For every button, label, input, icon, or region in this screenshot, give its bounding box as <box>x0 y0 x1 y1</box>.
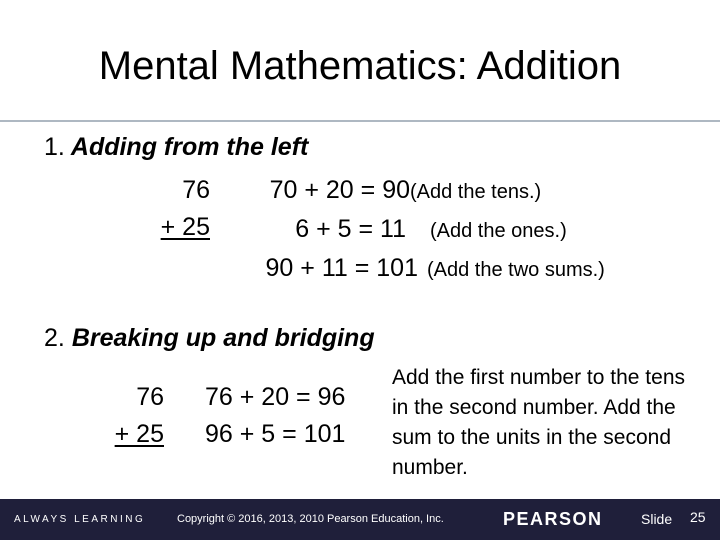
step-3-note: (Add the two sums.) <box>427 259 605 281</box>
section-2-addend-text: + 25 <box>114 420 164 448</box>
footer-bar <box>0 499 720 540</box>
section-1-top-number: 76 <box>182 176 210 204</box>
step-1-note: (Add the tens.) <box>410 181 542 203</box>
section-1-addend <box>130 212 210 242</box>
step-2-note: (Add the ones.) <box>430 220 567 242</box>
section-2-title: Breaking up and bridging <box>71 324 375 352</box>
footer-tagline: ALWAYS LEARNING <box>14 514 146 525</box>
footer-slide-number: 25 <box>690 509 706 525</box>
footer-slide-label: Slide <box>641 511 673 527</box>
section-2-top-number: 76 <box>136 383 164 411</box>
step-2-equation: 6 + 5 = 11 <box>295 215 406 243</box>
footer-copyright: Copyright © 2016, 2013, 2010 Pearson Education, Inc. <box>177 513 444 525</box>
step-3-equation: 90 + 11 = 101 <box>265 254 418 282</box>
bridge-description: Add the first number to the tens in the second number. Add the sum to the units in the second number. <box>392 366 685 479</box>
section-2-number: 2. <box>44 324 65 352</box>
section-1-title: Adding from the left <box>70 133 309 161</box>
bridge-equation-2: 96 + 5 = 101 <box>205 420 346 448</box>
step-1-equation: 70 + 20 = 90 <box>269 176 410 204</box>
section-1-heading <box>44 133 308 162</box>
section-2-heading <box>44 324 375 353</box>
slide-title: Mental Mathematics: Addition <box>98 44 622 88</box>
section-2-addend <box>90 419 164 449</box>
section-1-addend-text: + 25 <box>160 213 210 241</box>
pearson-logo: PEARSON <box>503 509 603 529</box>
section-1-number: 1. <box>44 133 65 161</box>
title-divider <box>0 120 720 122</box>
bridge-equation-1: 76 + 20 = 96 <box>205 383 346 411</box>
